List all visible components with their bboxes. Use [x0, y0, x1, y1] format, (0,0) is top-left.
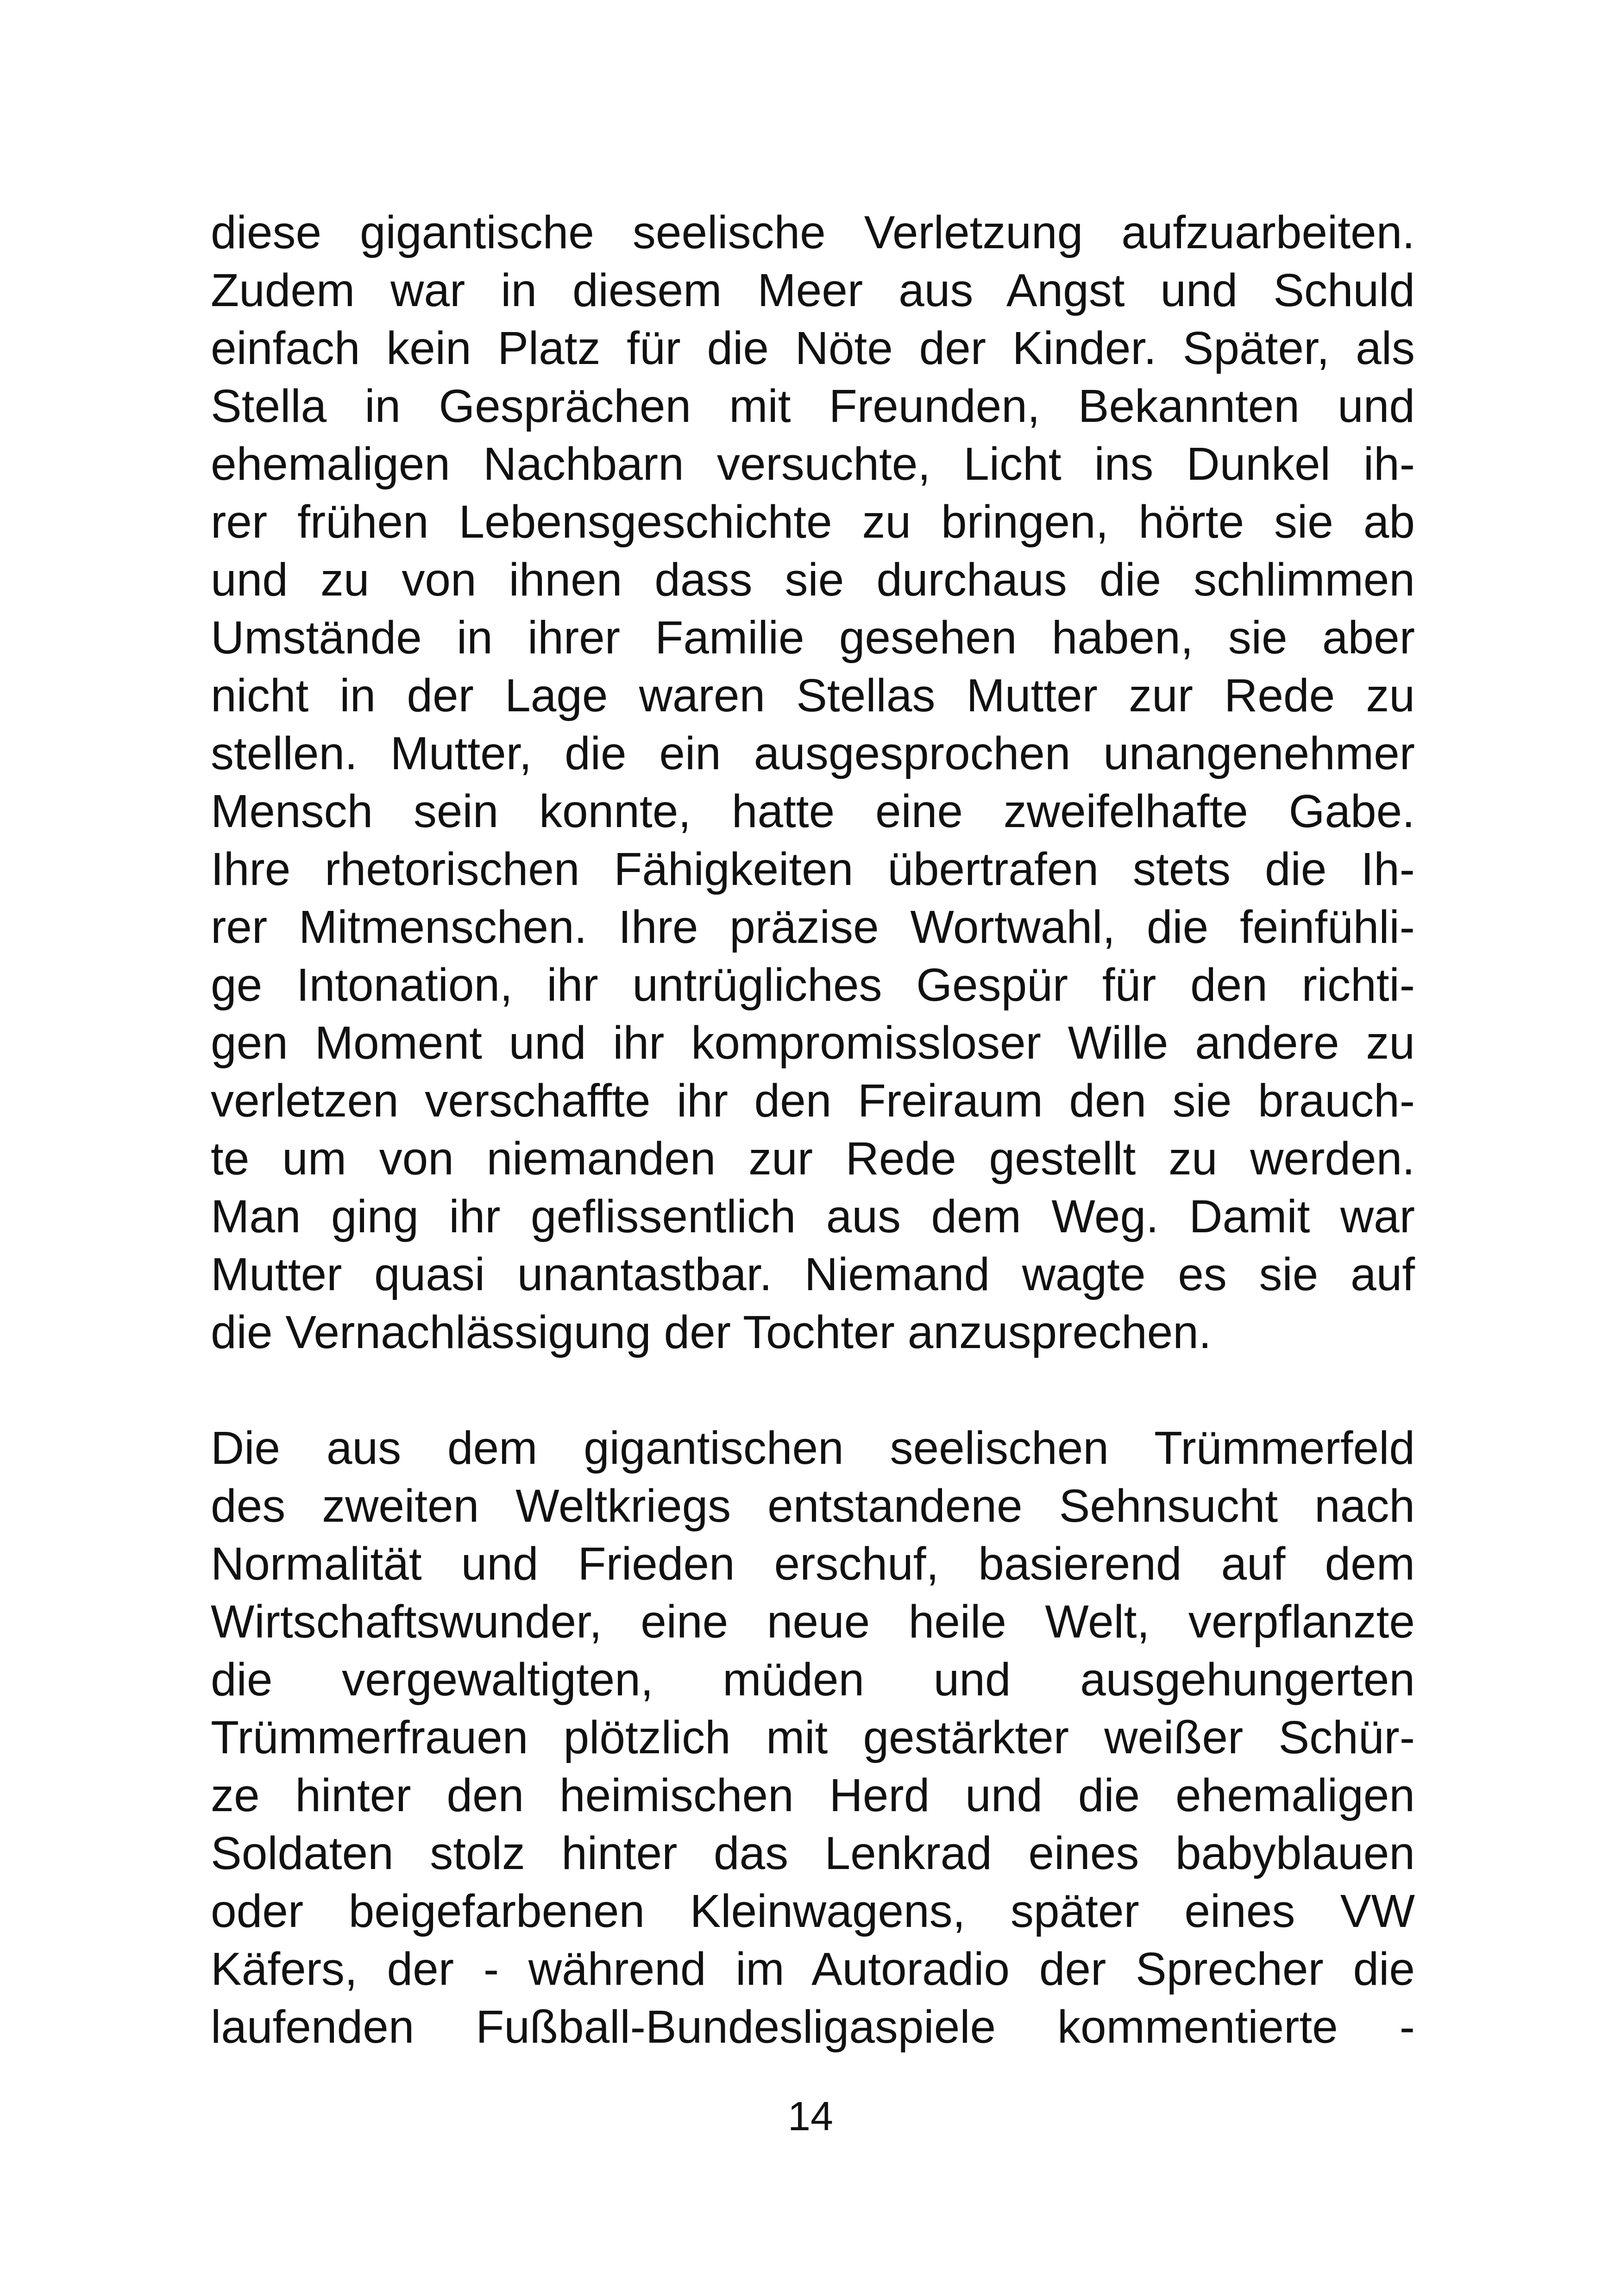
text-line: Mensch sein konnte, hatte eine zweifelhafte Gabe.	[211, 785, 1415, 837]
text-line: ehemaligen Nachbarn versuchte, Licht ins Dunkel ih-	[211, 438, 1415, 490]
text-line: Stella in Gesprächen mit Freunden, Bekannten und	[211, 380, 1415, 432]
text-line: Wirtschaftswunder, eine neue heile Welt, verpflanzte	[211, 1596, 1415, 1648]
paragraph-1	[211, 204, 1415, 1361]
text-line: Umstände in ihrer Familie gesehen haben, sie aber	[211, 612, 1415, 664]
text-line: ge Intonation, ihr untrügliches Gespür für den richti-	[211, 959, 1415, 1011]
text-line: ze hinter den heimischen Herd und die ehemaligen	[211, 1769, 1415, 1821]
text-line: und zu von ihnen dass sie durchaus die schlimmen	[211, 554, 1415, 606]
text-line: verletzen verschaffte ihr den Freiraum den sie brauch-	[211, 1075, 1415, 1127]
paragraph-2	[211, 1419, 1415, 2056]
text-line: Die aus dem gigantischen seelischen Trümmerfeld	[211, 1422, 1415, 1474]
text-line: oder beigefarbenen Kleinwagens, später eines VW	[211, 1885, 1415, 1937]
text-line: nicht in der Lage waren Stellas Mutter zur Rede zu	[211, 670, 1415, 721]
text-line: rer Mitmenschen. Ihre präzise Wortwahl, die feinfühli-	[211, 901, 1415, 953]
page-body	[211, 204, 1415, 2056]
text-line: gen Moment und ihr kompromissloser Wille andere zu	[211, 1017, 1415, 1069]
text-line: Mutter quasi unantastbar. Niemand wagte es sie auf	[211, 1248, 1415, 1300]
text-line: laufenden Fußball-Bundesligaspiele kommentierte -	[211, 2001, 1415, 2053]
text-line: Normalität und Frieden erschuf, basierend auf dem	[211, 1538, 1415, 1590]
text-line: rer frühen Lebensgeschichte zu bringen, hörte sie ab	[211, 496, 1415, 548]
text-line: stellen. Mutter, die ein ausgesprochen unangenehmer	[211, 728, 1415, 779]
text-line: te um von niemanden zur Rede gestellt zu werden.	[211, 1133, 1415, 1185]
text-line: diese gigantische seelische Verletzung aufzuarbeiten.	[211, 207, 1415, 258]
page-number: 14	[788, 2093, 833, 2139]
text-line: Zudem war in diesem Meer aus Angst und Schuld	[211, 264, 1415, 316]
text-line: Käfers, der - während im Autoradio der Sprecher die	[211, 1943, 1415, 1995]
text-line: einfach kein Platz für die Nöte der Kinder. Später, als	[211, 322, 1415, 374]
text-line: die Vernachlässigung der Tochter anzusprechen.	[211, 1306, 1212, 1358]
text-line: Ihre rhetorischen Fähigkeiten übertrafen stets die Ih-	[211, 843, 1415, 895]
text-line: Man ging ihr geflissentlich aus dem Weg. Damit war	[211, 1191, 1415, 1242]
text-line: Trümmerfrauen plötzlich mit gestärkter weißer Schür-	[211, 1712, 1415, 1763]
text-line: die vergewaltigten, müden und ausgehungerten	[211, 1654, 1415, 1706]
paragraph-spacer	[211, 1361, 1415, 1419]
text-line: Soldaten stolz hinter das Lenkrad eines babyblauen	[211, 1827, 1415, 1879]
text-line: des zweiten Weltkriegs entstandene Sehnsucht nach	[211, 1480, 1415, 1532]
